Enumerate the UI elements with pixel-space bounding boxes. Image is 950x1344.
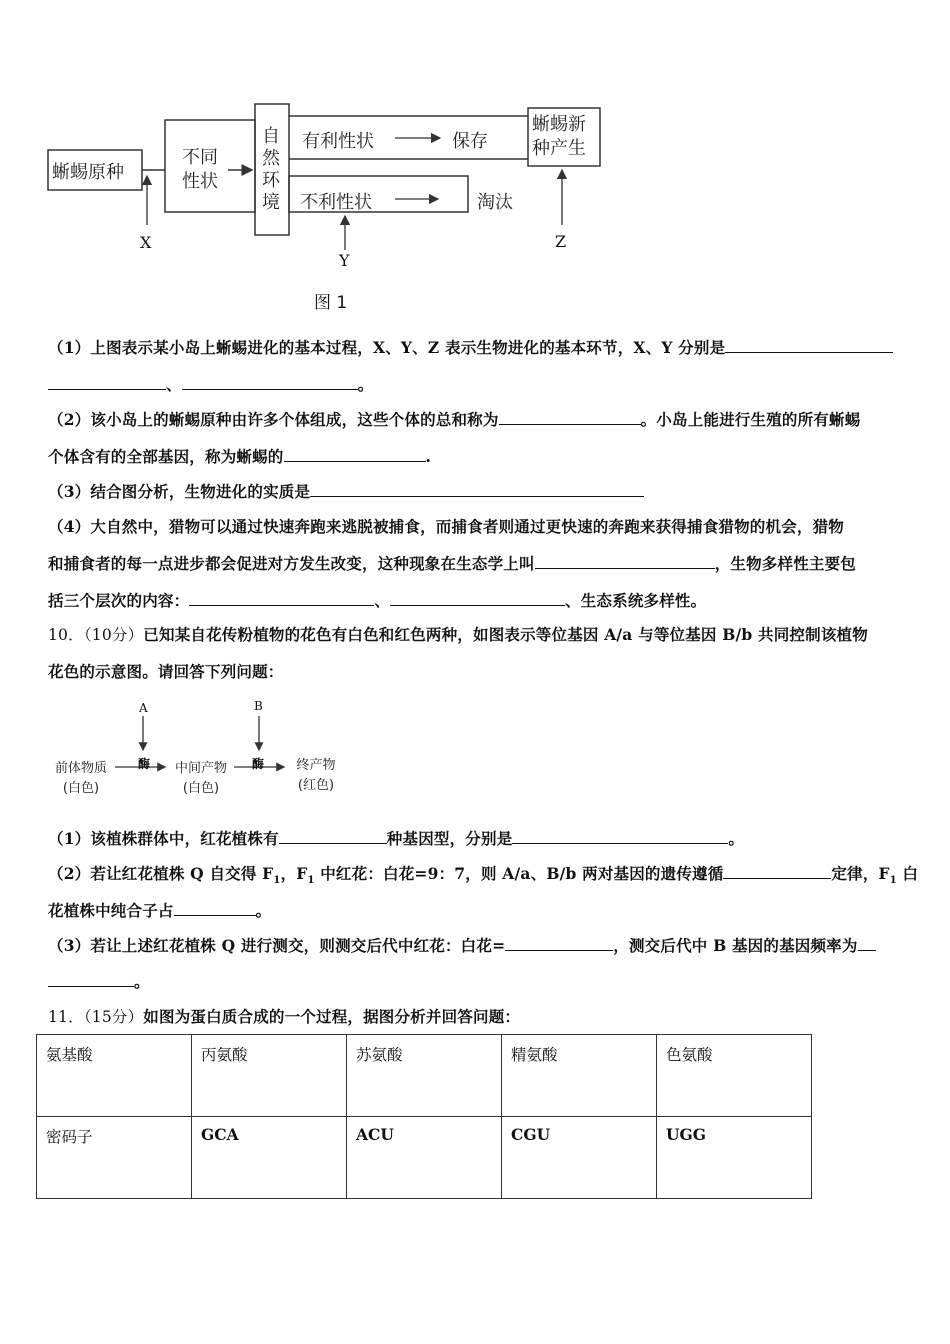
table-cell: 精氨酸: [502, 1035, 657, 1117]
q10-intro-line2: 花色的示意图。请回答下列问题：: [48, 662, 284, 681]
q10-p3-line2: 。: [48, 970, 150, 992]
q9-p4-line2: 和捕食者的每一点进步都会促进对方发生改变，这种现象在生态学上叫 ，生物多样性主要包: [48, 554, 857, 573]
answer-blank: [499, 410, 641, 425]
table-cell: 密码子: [37, 1117, 192, 1199]
table-cell: CGU: [502, 1117, 657, 1199]
q11-intro: 11．（15分）如图为蛋白质合成的一个过程，据图分析并回答问题：: [48, 1007, 521, 1026]
answer-blank: [284, 447, 426, 462]
env-box-label: 自 然 环 境: [262, 126, 280, 213]
table-cell: 色氨酸: [657, 1035, 812, 1117]
table-cell: ACU: [347, 1117, 502, 1199]
label-y: Y: [339, 251, 350, 270]
q10-intro-line1: 10．（10分）已知某自花传粉植物的花色有白色和红色两种，如图表示等位基因 A/a 与等位基因 B/b 共同控制该植物: [48, 625, 868, 644]
q10-p3-line1: （3）若让上述红花植株 Q 进行测交，则测交后代中红花：白花= ，测交后代中 B 基因的基因频率为: [48, 934, 876, 956]
answer-blank: [48, 375, 166, 390]
gene-a-label: A: [139, 701, 148, 715]
table-row: [37, 1117, 812, 1199]
label-z: Z: [555, 232, 567, 251]
q10-p1: （1）该植株群体中，红花植株有 种基因型，分别是 。: [48, 829, 745, 848]
table-cell: GCA: [192, 1117, 347, 1199]
codon-table: [36, 1034, 812, 1199]
answer-blank: [535, 554, 715, 569]
q9-p1-line1: （1）上图表示某小岛上蜥蜴进化的基本过程，X、Y、Z 表示生物进化的基本环节，X、Y 分别是: [48, 336, 893, 358]
intermediate-label: 中间产物 (白色): [174, 761, 227, 796]
final-product-label: 终产物 (红色): [296, 758, 336, 793]
answer-blank: [725, 338, 893, 353]
answer-blank: [505, 936, 613, 951]
answer-blank: [279, 829, 387, 844]
q9-p4-line1: （4）大自然中，猎物可以通过快速奔跑来逃脱被捕食，而捕食者则通过更快速的奔跑来获得捕食猎物的机会，猎物: [48, 517, 844, 536]
figure-caption: 图 1: [314, 293, 348, 313]
answer-blank: [48, 972, 134, 987]
table-cell: UGG: [657, 1117, 812, 1199]
eliminate-label: 淘汰: [477, 192, 513, 213]
q10-p2-line1: （2）若让红花植株 Q 自交得 $F_1$，$F_1$ 中红花：白花=9：7，则 A/a、B/b 两对基因的遗传遵循 定律，$F_1$ 白: [48, 864, 919, 887]
diff-box-label: 不同 性状: [182, 147, 218, 192]
unfavorable-trait-label: 不利性状: [300, 192, 372, 213]
answer-blank: [723, 864, 831, 879]
q10-p2-line2: 花植株中纯合子占 。: [48, 901, 272, 920]
q9-p1-line2: 、 。: [48, 373, 373, 395]
precursor-label: 前体物质 (白色): [54, 761, 107, 796]
origin-box-label: 蜥蜴原种: [52, 162, 124, 183]
enzyme-label: 酶: [252, 757, 265, 771]
gene-b-label: B: [254, 699, 263, 713]
q9-p2-line2: 个体含有的全部基因，称为蜥蜴的 .: [48, 447, 432, 466]
answer-blank: [390, 591, 565, 606]
q9-p2-line1: （2）该小岛上的蜥蜴原种由许多个体组成，这些个体的总和称为 。小岛上能进行生殖的所有蜥蜴: [48, 410, 861, 429]
preserve-label: 保存: [452, 131, 488, 152]
new-species-label: 蜥蜴新 种产生: [532, 114, 586, 159]
evolution-diagram-lines: [0, 0, 950, 320]
answer-blank: [858, 936, 876, 951]
q9-p4-line3: 括三个层次的内容： 、 、生态系统多样性。: [48, 591, 707, 610]
table-cell: 苏氨酸: [347, 1035, 502, 1117]
enzyme-label: 酶: [138, 757, 151, 771]
answer-blank: [512, 829, 728, 844]
q9-p3: （3）结合图分析，生物进化的实质是: [48, 480, 644, 502]
table-cell: 氨基酸: [37, 1035, 192, 1117]
answer-blank: [174, 901, 256, 916]
answer-blank: [310, 482, 644, 497]
label-x: X: [140, 233, 152, 252]
table-row: [37, 1035, 812, 1117]
table-cell: 丙氨酸: [192, 1035, 347, 1117]
answer-blank: [189, 591, 374, 606]
favorable-trait-label: 有利性状: [302, 131, 374, 152]
answer-blank: [182, 375, 358, 390]
